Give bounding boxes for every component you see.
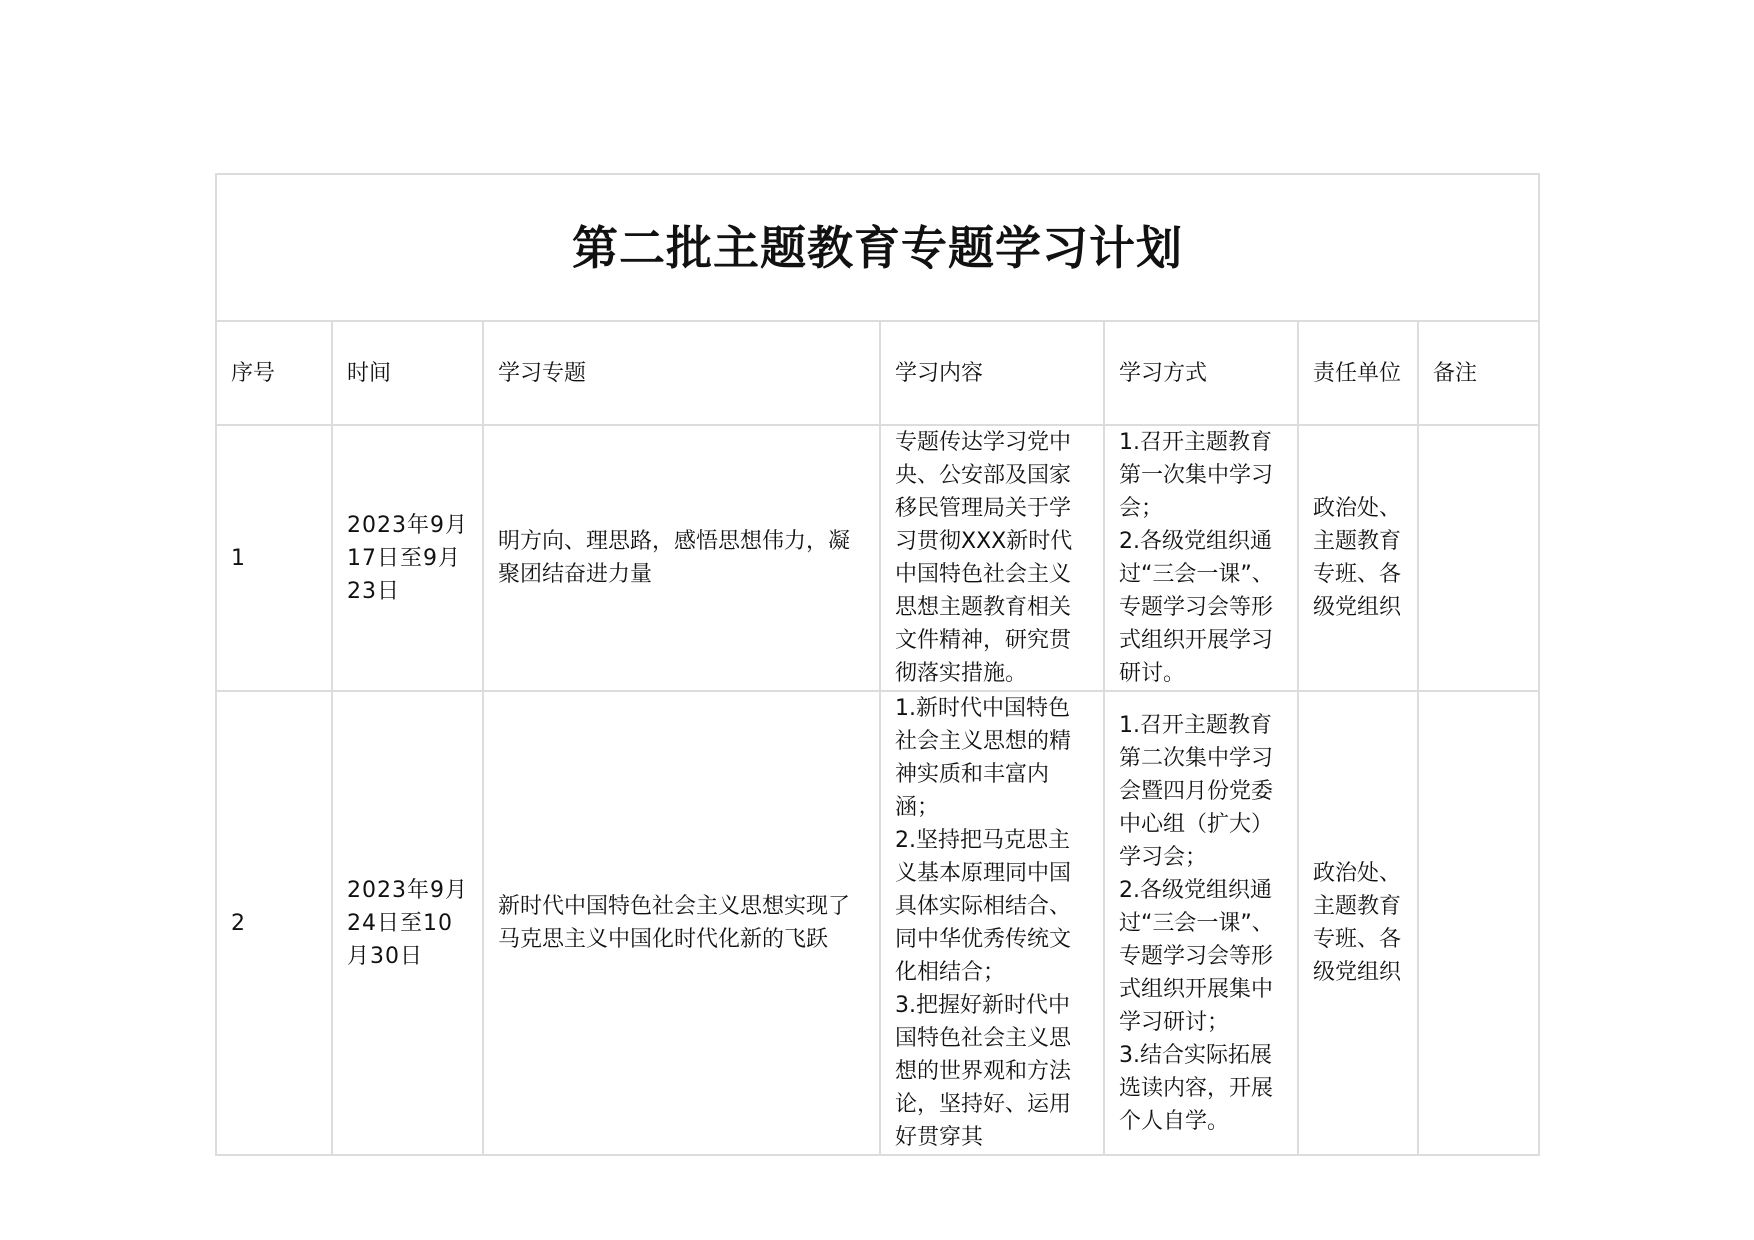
header-topic: 学习专题 <box>483 321 880 425</box>
header-index: 序号 <box>216 321 332 425</box>
cell-content: 专题传达学习党中央、公安部及国家移民管理局关于学习贯彻XXX新时代中国特色社会主义思想主题教育相关文件精神，研究贯彻落实措施。 <box>880 425 1104 691</box>
cell-topic: 新时代中国特色社会主义思想实现了马克思主义中国化时代化新的飞跃 <box>483 691 880 1155</box>
cell-unit: 政治处、主题教育专班、各级党组织 <box>1298 425 1418 691</box>
cell-method: 1.召开主题教育第一次集中学习会； 2.各级党组织通过“三会一课”、专题学习会等形式组织开展学习研讨。 <box>1104 425 1298 691</box>
cell-topic: 明方向、理思路，感悟思想伟力，凝聚团结奋进力量 <box>483 425 880 691</box>
cell-index: 1 <box>216 425 332 691</box>
page-title: 第二批主题教育专题学习计划 <box>216 174 1539 321</box>
cell-method: 1.召开主题教育第二次集中学习会暨四月份党委中心组（扩大）学习会； 2.各级党组织通过“三会一课”、专题学习会等形式组织开展集中学习研讨； 3.结合实际拓展选读内容，开展个人自学。 <box>1104 691 1298 1155</box>
header-unit: 责任单位 <box>1298 321 1418 425</box>
cell-remark <box>1418 691 1539 1155</box>
cell-content: 1.新时代中国特色社会主义思想的精神实质和丰富内涵； 2.坚持把马克思主义基本原理同中国具体实际相结合、同中华优秀传统文化相结合； 3.把握好新时代中国特色社会主义思想的世界观和方法论，坚持好、运用好贯穿其 <box>880 691 1104 1155</box>
table-row <box>216 425 1539 691</box>
cell-index: 2 <box>216 691 332 1155</box>
cell-time: 2023年9月24日至10月30日 <box>332 691 483 1155</box>
title-row <box>216 174 1539 321</box>
cell-unit: 政治处、主题教育专班、各级党组织 <box>1298 691 1418 1155</box>
header-method: 学习方式 <box>1104 321 1298 425</box>
table-row <box>216 691 1539 1155</box>
study-plan-table <box>215 173 1540 1156</box>
table-header-row <box>216 321 1539 425</box>
header-remark: 备注 <box>1418 321 1539 425</box>
header-content: 学习内容 <box>880 321 1104 425</box>
header-time: 时间 <box>332 321 483 425</box>
cell-remark <box>1418 425 1539 691</box>
cell-time: 2023年9月17日至9月23日 <box>332 425 483 691</box>
